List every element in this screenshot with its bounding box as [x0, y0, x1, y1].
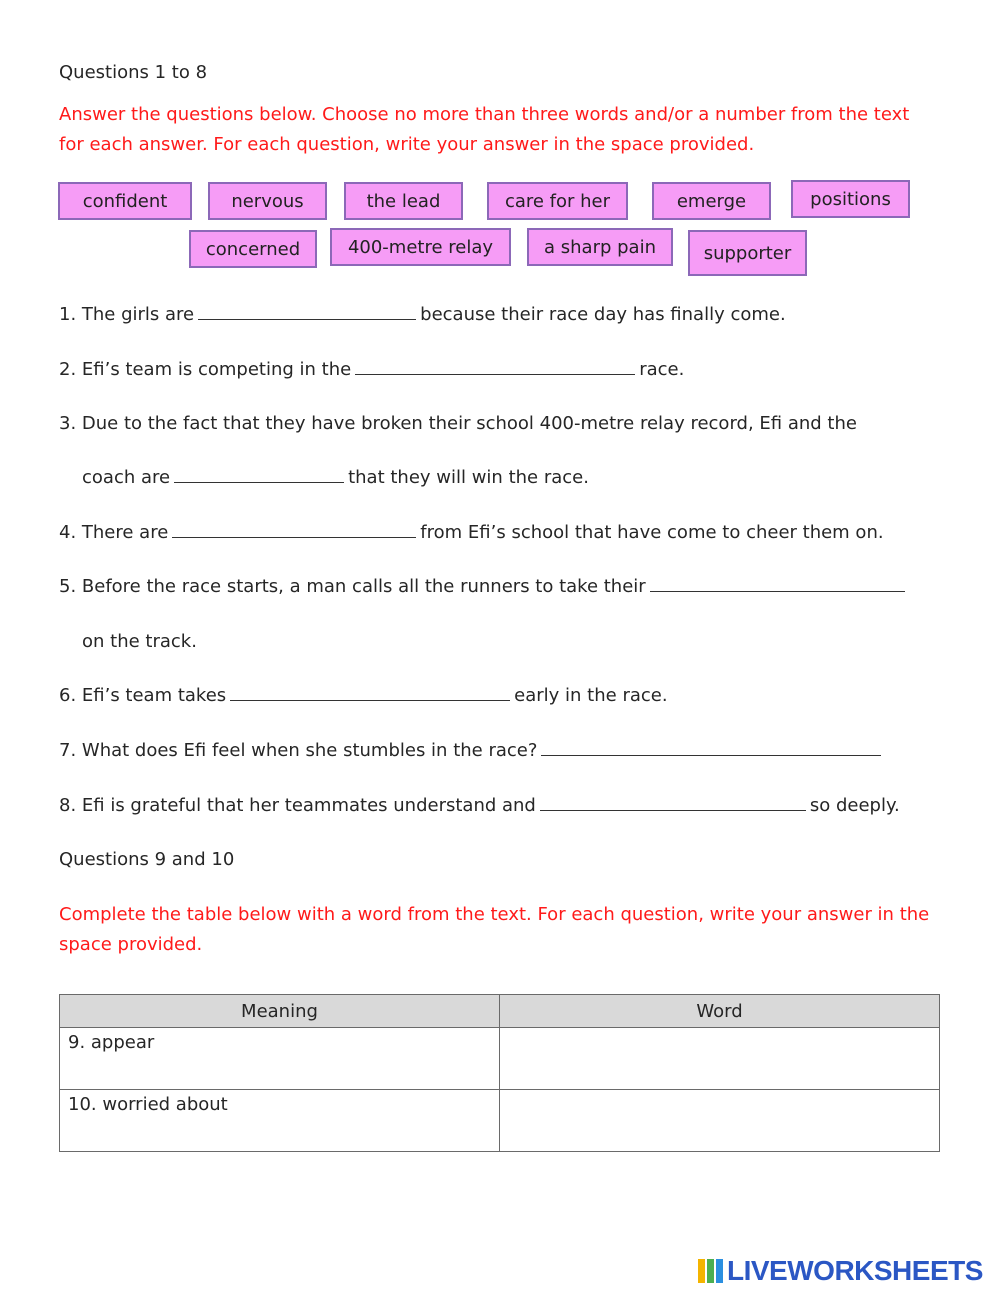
section-heading-1: Questions 1 to 8	[59, 62, 208, 83]
q5-text-before: 5. Before the race starts, a man calls all the runners to take their	[59, 576, 646, 597]
q6-text-after: early in the race.	[514, 685, 668, 706]
q2-answer-blank[interactable]	[355, 359, 635, 375]
logo-wordmark: LIVEWORKSHEETS	[727, 1255, 983, 1286]
word-chip-400-metre-relay[interactable]: 400-metre relay	[330, 228, 511, 266]
q4-answer-blank[interactable]	[172, 522, 416, 538]
word-chip-a-sharp-pain[interactable]: a sharp pain	[527, 228, 673, 266]
table-row	[60, 1090, 940, 1152]
question-6	[59, 685, 668, 707]
table-row	[60, 1028, 940, 1090]
word-chip-positions[interactable]: positions	[791, 180, 910, 218]
word-chip-emerge[interactable]: emerge	[652, 182, 771, 220]
q7-answer-blank[interactable]	[541, 740, 881, 756]
question-3-line-1: 3. Due to the fact that they have broken their school 400-metre relay record, Efi and the	[59, 413, 857, 434]
word-chip-confident[interactable]: confident	[58, 182, 192, 220]
section-heading-2: Questions 9 and 10	[59, 849, 235, 870]
q1-text-after: because their race day has finally come.	[420, 304, 786, 325]
q7-text-before: 7. What does Efi feel when she stumbles in the race?	[59, 740, 538, 761]
question-3-line-2	[82, 467, 589, 489]
table-cell-meaning: 9. appear	[60, 1028, 500, 1090]
q3-text-after: that they will win the race.	[348, 467, 589, 488]
q4-text-after: from Efi’s school that have come to cheer them on.	[420, 522, 884, 543]
logo-blocks-icon	[698, 1259, 723, 1283]
table-cell-meaning: 10. worried about	[60, 1090, 500, 1152]
table-header-meaning: Meaning	[60, 995, 500, 1028]
q6-text-before: 6. Efi’s team takes	[59, 685, 227, 706]
word-chip-nervous[interactable]: nervous	[208, 182, 327, 220]
answer-table	[59, 994, 940, 1152]
instruction-2: Complete the table below with a word from the text. For each question, write your answer in the space provided.	[59, 904, 930, 955]
question-2	[59, 359, 684, 381]
table-header-word: Word	[500, 995, 940, 1028]
liveworksheets-logo	[698, 1255, 983, 1287]
question-7	[59, 740, 885, 762]
q1-answer-blank[interactable]	[198, 304, 416, 320]
table-cell-word-answer[interactable]	[500, 1090, 940, 1152]
question-4	[59, 522, 884, 544]
instruction-1: Answer the questions below. Choose no more than three words and/or a number from the text for each answer. For each question, write your answer in the space provided.	[59, 104, 910, 155]
q3-text-before: coach are	[82, 467, 171, 488]
q8-answer-blank[interactable]	[540, 795, 806, 811]
q8-text-before: 8. Efi is grateful that her teammates understand and	[59, 795, 536, 816]
question-1	[59, 304, 786, 326]
table-header-row	[60, 995, 940, 1028]
q8-text-after: so deeply.	[809, 795, 900, 816]
q2-text-after: race.	[639, 359, 685, 380]
q4-text-before: 4. There are	[59, 522, 169, 543]
q5-answer-blank[interactable]	[650, 576, 905, 592]
word-chip-the-lead[interactable]: the lead	[344, 182, 463, 220]
word-chip-care-for-her[interactable]: care for her	[487, 182, 628, 220]
q2-text-before: 2. Efi’s team is competing in the	[59, 359, 352, 380]
question-8	[59, 795, 900, 817]
q6-answer-blank[interactable]	[230, 685, 510, 701]
q3-answer-blank[interactable]	[174, 467, 344, 483]
question-5-line-1	[59, 576, 909, 598]
question-5-line-2: on the track.	[82, 631, 197, 652]
q1-text-before: 1. The girls are	[59, 304, 195, 325]
table-cell-word-answer[interactable]	[500, 1028, 940, 1090]
word-chip-supporter[interactable]: supporter	[688, 230, 807, 276]
word-chip-concerned[interactable]: concerned	[189, 230, 317, 268]
